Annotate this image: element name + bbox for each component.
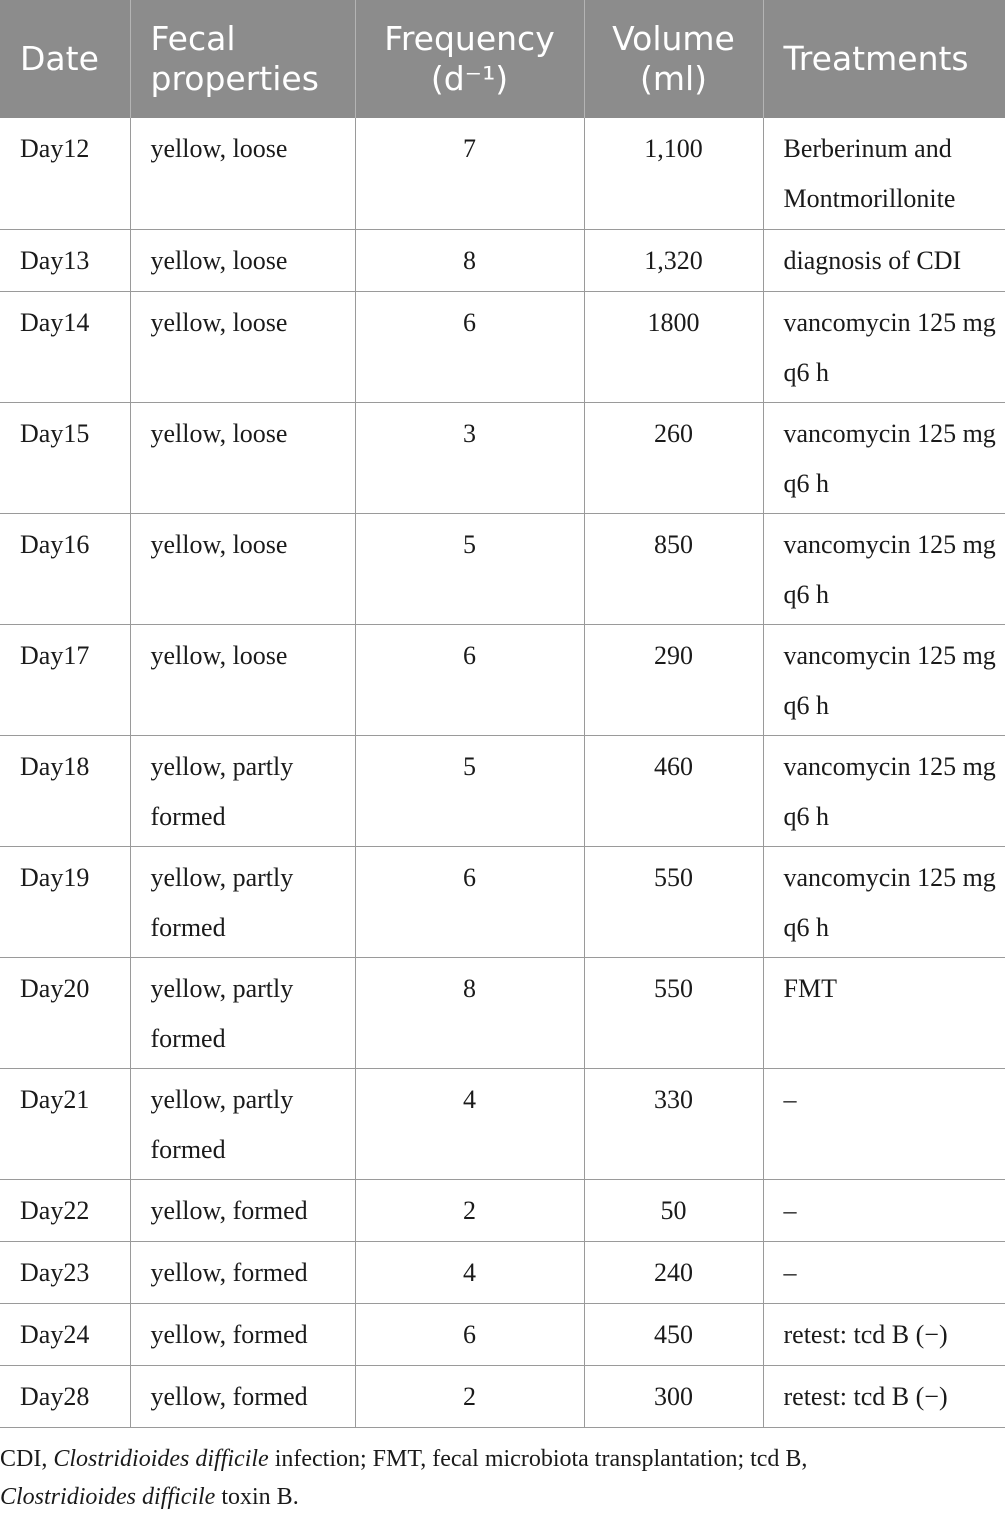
date-cell: Day24	[0, 1303, 130, 1365]
table-row	[0, 229, 1005, 291]
treatment-cell: retest: tcd B (−)	[763, 1365, 1005, 1427]
treatment-cell: retest: tcd B (−)	[763, 1303, 1005, 1365]
fecal-cell: yellow, formed	[130, 1303, 355, 1365]
header-date	[0, 0, 130, 118]
header-volume	[584, 0, 763, 118]
volume-cell: 260	[584, 402, 763, 513]
date-cell: Day19	[0, 846, 130, 957]
fecal-cell: yellow, partly formed	[130, 1068, 355, 1179]
table-row	[0, 1365, 1005, 1427]
frequency-cell: 5	[355, 513, 584, 624]
table-row	[0, 402, 1005, 513]
fecal-cell: yellow, loose	[130, 402, 355, 513]
footnote-italic-2: Clostridioides difficile	[0, 1484, 216, 1510]
frequency-cell: 2	[355, 1179, 584, 1241]
header-volume-line2: (ml)	[639, 59, 708, 98]
frequency-cell: 4	[355, 1068, 584, 1179]
volume-cell: 1,320	[584, 229, 763, 291]
date-cell: Day21	[0, 1068, 130, 1179]
table-row	[0, 735, 1005, 846]
volume-cell: 550	[584, 957, 763, 1068]
table-row	[0, 291, 1005, 402]
header-date-label: Date	[20, 39, 99, 78]
volume-cell: 850	[584, 513, 763, 624]
volume-cell: 330	[584, 1068, 763, 1179]
date-cell: Day28	[0, 1365, 130, 1427]
header-treatments	[763, 0, 1005, 118]
treatment-cell: –	[763, 1068, 1005, 1179]
fecal-cell: yellow, formed	[130, 1365, 355, 1427]
table-row	[0, 1179, 1005, 1241]
treatment-cell: diagnosis of CDI	[763, 229, 1005, 291]
frequency-cell: 3	[355, 402, 584, 513]
treatment-cell: vancomycin 125 mg q6 h	[763, 513, 1005, 624]
date-cell: Day12	[0, 118, 130, 229]
frequency-cell: 4	[355, 1241, 584, 1303]
volume-cell: 290	[584, 624, 763, 735]
header-row	[0, 0, 1005, 118]
frequency-cell: 5	[355, 735, 584, 846]
frequency-cell: 2	[355, 1365, 584, 1427]
frequency-cell: 8	[355, 229, 584, 291]
fecal-cell: yellow, formed	[130, 1179, 355, 1241]
table-row	[0, 957, 1005, 1068]
treatment-cell: FMT	[763, 957, 1005, 1068]
frequency-cell: 7	[355, 118, 584, 229]
date-cell: Day14	[0, 291, 130, 402]
date-cell: Day17	[0, 624, 130, 735]
fecal-cell: yellow, loose	[130, 118, 355, 229]
frequency-cell: 6	[355, 846, 584, 957]
table-row	[0, 1068, 1005, 1179]
fecal-cell: yellow, loose	[130, 513, 355, 624]
table-row	[0, 118, 1005, 229]
date-cell: Day15	[0, 402, 130, 513]
fecal-cell: yellow, loose	[130, 624, 355, 735]
date-cell: Day18	[0, 735, 130, 846]
table-row	[0, 1303, 1005, 1365]
footnote-part-3: toxin B.	[215, 1484, 299, 1510]
header-frequency-line2: (d⁻¹)	[430, 59, 509, 98]
table-row	[0, 624, 1005, 735]
treatment-cell: vancomycin 125 mg q6 h	[763, 624, 1005, 735]
table-row	[0, 1241, 1005, 1303]
table-row	[0, 846, 1005, 957]
treatment-cell: vancomycin 125 mg q6 h	[763, 291, 1005, 402]
volume-cell: 460	[584, 735, 763, 846]
volume-cell: 450	[584, 1303, 763, 1365]
header-volume-line1: Volume	[612, 19, 735, 58]
date-cell: Day20	[0, 957, 130, 1068]
treatment-cell: –	[763, 1179, 1005, 1241]
fecal-cell: yellow, partly formed	[130, 957, 355, 1068]
footnote-italic-1: Clostridioides difficile	[53, 1446, 269, 1472]
volume-cell: 1800	[584, 291, 763, 402]
treatment-cell: Berberinum and Montmorillonite	[763, 118, 1005, 229]
frequency-cell: 8	[355, 957, 584, 1068]
frequency-cell: 6	[355, 624, 584, 735]
header-frequency-line1: Frequency	[384, 19, 555, 58]
treatment-cell: –	[763, 1241, 1005, 1303]
treatment-cell: vancomycin 125 mg q6 h	[763, 402, 1005, 513]
date-cell: Day23	[0, 1241, 130, 1303]
footnote-part-1: CDI,	[0, 1446, 54, 1472]
table-footnote	[0, 1440, 1005, 1516]
volume-cell: 50	[584, 1179, 763, 1241]
date-cell: Day22	[0, 1179, 130, 1241]
treatment-cell: vancomycin 125 mg q6 h	[763, 846, 1005, 957]
frequency-cell: 6	[355, 1303, 584, 1365]
header-fecal-line1: Fecal	[150, 19, 236, 58]
header-frequency	[355, 0, 584, 118]
table-row	[0, 513, 1005, 624]
fecal-cell: yellow, formed	[130, 1241, 355, 1303]
fecal-cell: yellow, partly formed	[130, 846, 355, 957]
footnote-part-2: infection; FMT, fecal microbiota transplantation; tcd B,	[268, 1446, 808, 1472]
volume-cell: 550	[584, 846, 763, 957]
fecal-cell: yellow, loose	[130, 229, 355, 291]
header-fecal-properties	[130, 0, 355, 118]
volume-cell: 240	[584, 1241, 763, 1303]
date-cell: Day16	[0, 513, 130, 624]
treatment-cell: vancomycin 125 mg q6 h	[763, 735, 1005, 846]
volume-cell: 1,100	[584, 118, 763, 229]
header-fecal-line2: properties	[150, 59, 319, 98]
volume-cell: 300	[584, 1365, 763, 1427]
frequency-cell: 6	[355, 291, 584, 402]
date-cell: Day13	[0, 229, 130, 291]
header-treatments-label: Treatments	[783, 39, 969, 78]
fecal-cell: yellow, partly formed	[130, 735, 355, 846]
fecal-cell: yellow, loose	[130, 291, 355, 402]
